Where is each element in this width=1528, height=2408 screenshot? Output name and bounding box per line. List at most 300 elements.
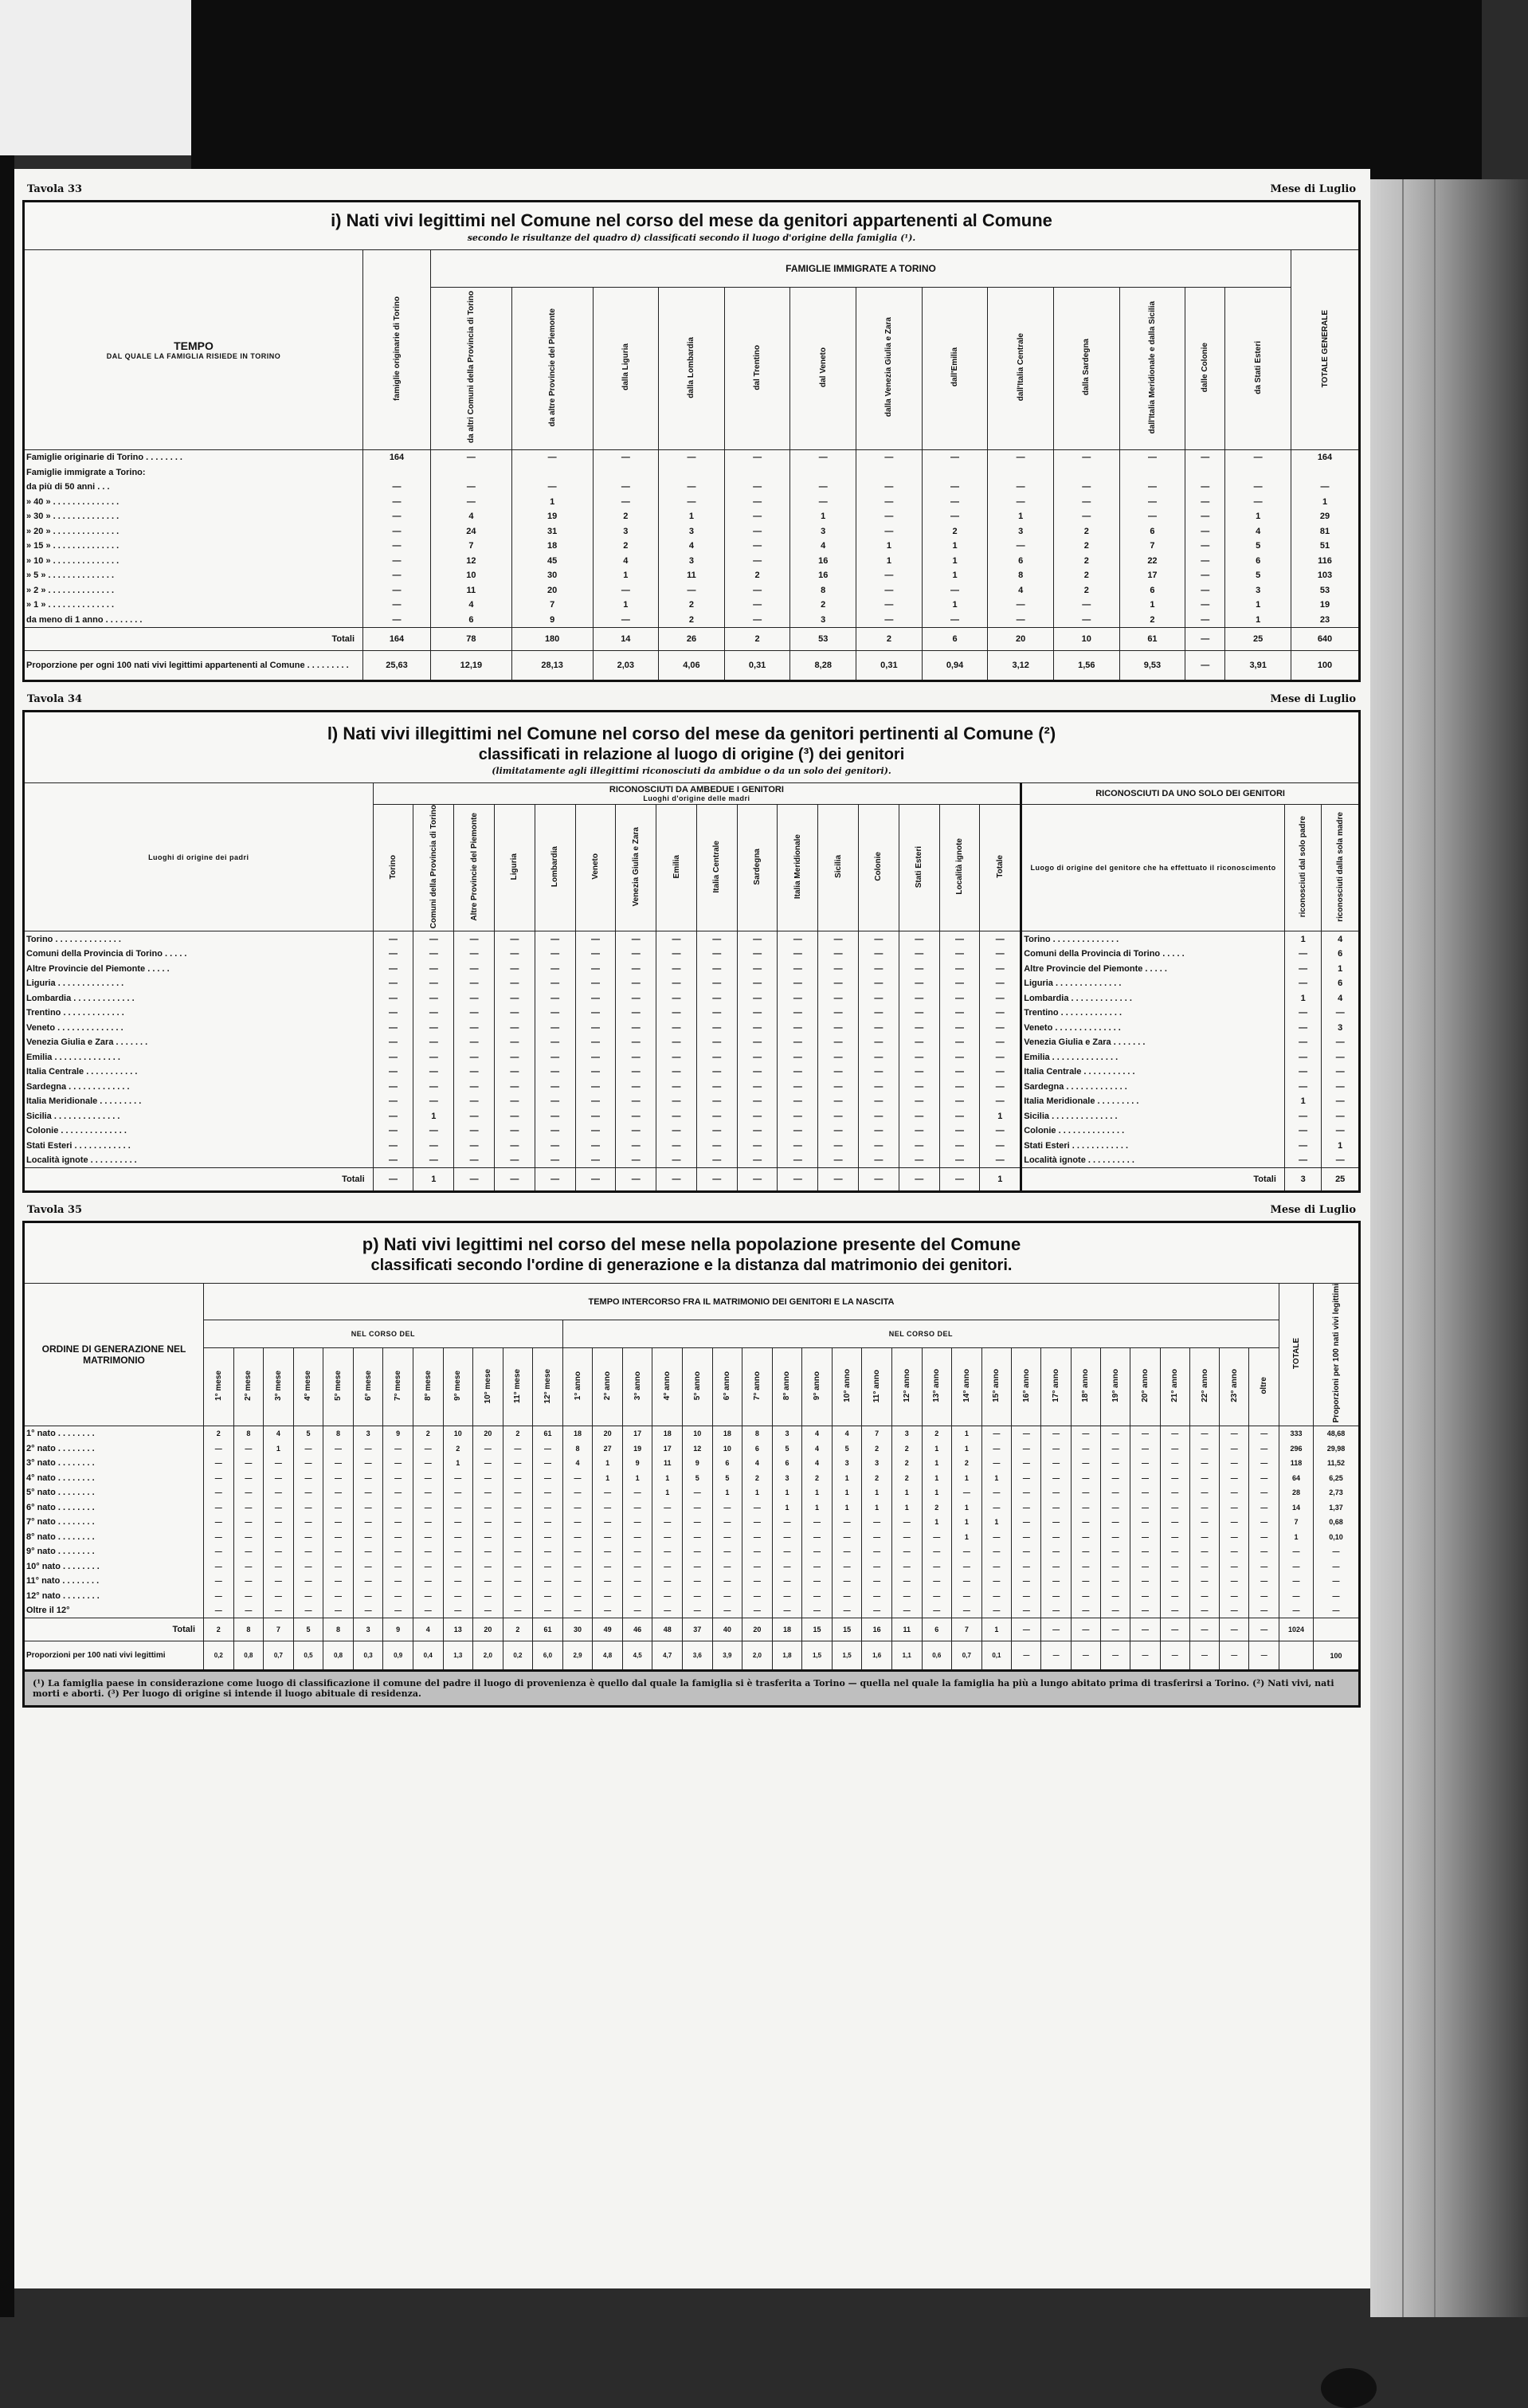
table-cell: 1 (891, 1485, 922, 1500)
table-cell: — (1101, 1515, 1130, 1530)
stub-header-title: TEMPO (174, 339, 214, 352)
table-cell: — (264, 1588, 294, 1603)
row-proportion-cell: — (1314, 1574, 1359, 1589)
proportion-cell: 1,8 (772, 1641, 802, 1670)
table-cell: — (1220, 1441, 1249, 1456)
table-cell: — (204, 1544, 234, 1559)
table-cell: — (952, 1559, 982, 1574)
table-cell: — (922, 480, 988, 495)
table-cell: 1 (952, 1426, 982, 1441)
table-cell: — (373, 961, 413, 976)
table-cell: — (1012, 1588, 1041, 1603)
table-cell: — (899, 1006, 939, 1021)
table-cell: 19 (511, 509, 593, 524)
table-cell: — (535, 1094, 575, 1109)
proportion-cell: — (1249, 1641, 1279, 1670)
proportion-cell: 1,6 (862, 1641, 892, 1670)
table-cell: — (622, 1574, 652, 1589)
proportion-cell: 0,94 (922, 651, 988, 680)
table-cell: — (772, 1559, 802, 1574)
table-cell: — (778, 1006, 818, 1021)
table-cell: — (1160, 1470, 1189, 1485)
table-cell: 1 (922, 1456, 952, 1471)
table-cell: — (1101, 1500, 1130, 1515)
table-cell: — (712, 1559, 742, 1574)
row-label: 11° nato . . . . . . . . (26, 1576, 100, 1586)
table-cell: — (1041, 1559, 1071, 1574)
table-cell: 1 (1322, 1138, 1358, 1153)
table-cell: — (1071, 1515, 1100, 1530)
table-cell: — (656, 1065, 697, 1080)
table-cell: 1 (772, 1500, 802, 1515)
table-cell: — (737, 947, 778, 962)
col-header: 9° anno (802, 1347, 833, 1426)
table-cell: 16 (790, 554, 856, 569)
table-cell: 10 (683, 1426, 713, 1441)
table-cell: — (535, 1049, 575, 1065)
total-cell: 10 (1053, 628, 1119, 651)
table-cell: — (204, 1515, 234, 1530)
table-cell: — (1220, 1529, 1249, 1544)
table-cell: 11 (659, 568, 725, 583)
table-cell: — (862, 1574, 892, 1589)
table-cell: 24 (431, 524, 512, 539)
col-header: Colonie (859, 805, 899, 931)
table-cell: — (724, 495, 790, 510)
table-cell: — (293, 1441, 323, 1456)
table-cell: 2 (952, 1456, 982, 1471)
row-total-cell: 14 (1279, 1500, 1314, 1515)
table-cell: — (293, 1470, 323, 1485)
document-page (14, 169, 1370, 2288)
table-cell: — (535, 1020, 575, 1035)
table-cell: 1 (802, 1500, 833, 1515)
table-cell: — (454, 1020, 495, 1035)
table-cell: — (939, 947, 980, 962)
table-cell: — (575, 931, 616, 947)
table-cell: — (939, 1065, 980, 1080)
stub-header: ORDINE DI GENERAZIONE NEL MATRIMONIO (25, 1284, 204, 1426)
table-row (25, 524, 1358, 539)
table-cell: — (575, 1138, 616, 1153)
proportion-cell: 9,53 (1119, 651, 1185, 680)
table-cell: — (1041, 1456, 1071, 1471)
table-cell: — (575, 1124, 616, 1139)
col-header: dall'Emilia (922, 287, 988, 449)
table-cell: 3 (790, 524, 856, 539)
col-header: 8° anno (772, 1347, 802, 1426)
table-cell: — (1284, 1108, 1321, 1124)
table-cell: 6 (1119, 583, 1185, 598)
proportion-cell: 0,5 (293, 1641, 323, 1670)
table-cell: — (454, 1079, 495, 1094)
table-cell: 4 (1225, 524, 1291, 539)
table-cell: — (981, 1441, 1012, 1456)
proportion-cell: 3,91 (1225, 651, 1291, 680)
table-cell: — (593, 1500, 623, 1515)
total-cell: 37 (683, 1618, 713, 1641)
table-cell: 1 (772, 1485, 802, 1500)
table-cell: — (413, 1470, 443, 1485)
table-cell: — (981, 1500, 1012, 1515)
row-label: 9° nato . . . . . . . . (26, 1547, 95, 1557)
table-cell: — (922, 509, 988, 524)
table-row (25, 568, 1358, 583)
table-cell: — (1249, 1588, 1279, 1603)
table-34-box (22, 710, 1361, 1193)
col-header: Venezia Giulia e Zara (616, 805, 656, 931)
col-header: Sicilia (818, 805, 859, 931)
total-cell: 20 (473, 1618, 503, 1641)
table-cell: — (656, 931, 697, 947)
table-cell: 1 (1225, 598, 1291, 613)
book-page-edges (1370, 179, 1528, 2317)
table-cell: — (683, 1500, 713, 1515)
table-cell: — (264, 1485, 294, 1500)
row-label: Liguria . . . . . . . . . . . . . . (26, 978, 124, 989)
table-cell: — (922, 1603, 952, 1618)
table-cell: 2 (1053, 568, 1119, 583)
col-header: Altre Provincie del Piemonte (454, 805, 495, 931)
col-header: dalla Lombardia (659, 287, 725, 449)
row-label: Sicilia . . . . . . . . . . . . . . (26, 1111, 120, 1121)
table-cell: — (832, 1515, 862, 1530)
table-cell: — (413, 1138, 454, 1153)
col-header: dal Veneto (790, 287, 856, 449)
row-label-right: Italia Centrale . . . . . . . . . . . (1021, 1065, 1285, 1080)
table-cell: — (1189, 1441, 1219, 1456)
table-cell: — (891, 1588, 922, 1603)
table-cell: 9 (622, 1456, 652, 1471)
table-cell: — (616, 990, 656, 1006)
table-cell: — (264, 1529, 294, 1544)
total-cell: 25 (1225, 628, 1291, 651)
total-cell: — (1101, 1618, 1130, 1641)
table-row (25, 1500, 1358, 1515)
table-row (25, 1108, 1358, 1124)
col-header: 13° anno (922, 1347, 952, 1426)
table-cell: — (980, 1035, 1021, 1050)
table-title: i) Nati vivi legittimi nel Comune nel corso del mese da genitori appartenenti al Comune (331, 210, 1052, 230)
table-cell: — (413, 1544, 443, 1559)
table-cell: — (899, 961, 939, 976)
col-header: 4° mese (293, 1347, 323, 1426)
table-cell: — (859, 1049, 899, 1065)
table-cell: — (443, 1559, 473, 1574)
col-header: 17° anno (1041, 1347, 1071, 1426)
table-cell: 8 (233, 1426, 264, 1441)
table-cell: — (899, 947, 939, 962)
row-label-right: Veneto . . . . . . . . . . . . . . (1021, 1020, 1285, 1035)
table-cell: — (593, 495, 659, 510)
table-cell: — (1220, 1456, 1249, 1471)
table-cell: 10 (712, 1441, 742, 1456)
table-cell: — (454, 1153, 495, 1168)
table-cell: 11 (652, 1456, 683, 1471)
col-header: 1° mese (204, 1347, 234, 1426)
table-row (25, 480, 1358, 495)
row-label: » 30 » . . . . . . . . . . . . . . (26, 512, 119, 522)
table-cell: — (494, 1079, 535, 1094)
proportion-cell: — (1041, 1641, 1071, 1670)
table-cell: 18 (562, 1426, 593, 1441)
row-proportion-cell: 0,10 (1314, 1529, 1359, 1544)
row-label-right: Emilia . . . . . . . . . . . . . . (1021, 1049, 1285, 1065)
table-cell: — (363, 598, 431, 613)
table-cell: — (802, 1574, 833, 1589)
total-cell: 20 (988, 628, 1054, 651)
table-cell: — (1284, 976, 1321, 991)
table-cell: — (1130, 1603, 1160, 1618)
table-cell: — (696, 1094, 737, 1109)
table-cell: — (443, 1529, 473, 1544)
total-cell: 61 (533, 1618, 563, 1641)
table-cell: — (293, 1588, 323, 1603)
table-row (25, 1065, 1358, 1080)
table-cell: 5 (832, 1441, 862, 1456)
table-cell: — (818, 1020, 859, 1035)
table-cell: — (1041, 1603, 1071, 1618)
row-total-cell: 7 (1279, 1515, 1314, 1530)
table-cell: — (616, 1153, 656, 1168)
table-cell: 2 (1119, 613, 1185, 628)
table-cell: — (772, 1588, 802, 1603)
table-row (25, 1035, 1358, 1050)
table-cell: — (891, 1574, 922, 1589)
proportion-cell: 1,5 (802, 1641, 833, 1670)
table-cell: — (616, 1108, 656, 1124)
table-cell: — (899, 931, 939, 947)
table-cell: — (1130, 1515, 1160, 1530)
table-cell: — (859, 947, 899, 962)
table-cell: — (264, 1544, 294, 1559)
table-row (25, 1515, 1358, 1530)
group-header-both: RICONOSCIUTI DA AMBEDUE I GENITORI Luoghi d'origine delle madri (373, 783, 1021, 805)
col-header: 15° anno (981, 1347, 1012, 1426)
row-label: Emilia . . . . . . . . . . . . . . (26, 1052, 120, 1062)
table-cell: 1 (1225, 509, 1291, 524)
table-cell: — (616, 1020, 656, 1035)
row-label: Famiglie originarie di Torino . . . . . . . . (26, 453, 182, 463)
table-cell: — (233, 1441, 264, 1456)
grand-proportion-cell: 100 (1314, 1641, 1359, 1670)
table-cell: — (1071, 1485, 1100, 1500)
table-cell: — (473, 1515, 503, 1530)
table-cell: — (454, 947, 495, 962)
table-cell: — (353, 1559, 383, 1574)
table-cell: — (939, 1049, 980, 1065)
proportion-cell: 0,9 (383, 1641, 413, 1670)
table-cell: — (593, 1603, 623, 1618)
table-cell: 2 (593, 539, 659, 554)
proportion-cell: 0,7 (264, 1641, 294, 1670)
table-cell: — (778, 990, 818, 1006)
total-cell: 40 (712, 1618, 742, 1641)
table-cell: — (980, 1079, 1021, 1094)
table-cell: — (494, 1020, 535, 1035)
table-cell: — (1160, 1588, 1189, 1603)
table-cell: — (413, 1441, 443, 1456)
row-label-right: Sardegna . . . . . . . . . . . . . (1021, 1079, 1285, 1094)
col-header: 5° mese (323, 1347, 354, 1426)
stub-header: Luoghi di origine dei padri (25, 783, 373, 931)
table-cell: — (353, 1515, 383, 1530)
table-cell: — (832, 1559, 862, 1574)
table-cell: — (818, 1108, 859, 1124)
table-cell: — (656, 1094, 697, 1109)
table-cell: — (1012, 1544, 1041, 1559)
table-cell: 4 (1322, 990, 1358, 1006)
total-cell: 2 (503, 1618, 533, 1641)
table-cell: — (1322, 1153, 1358, 1168)
table-cell: — (1012, 1426, 1041, 1441)
table-cell: — (1160, 1529, 1189, 1544)
table-cell: — (1012, 1515, 1041, 1530)
table-cell: — (535, 1108, 575, 1124)
col-header: 16° anno (1012, 1347, 1041, 1426)
table-cell (1225, 465, 1291, 480)
table-cell: — (264, 1456, 294, 1471)
table-cell: — (988, 539, 1054, 554)
table-cell: — (818, 976, 859, 991)
table-cell: — (1291, 480, 1359, 495)
table-cell: — (922, 583, 988, 598)
table-cell: — (778, 961, 818, 976)
empty-cell (1279, 1641, 1314, 1670)
table-cell: — (443, 1470, 473, 1485)
table-cell: — (939, 1020, 980, 1035)
table-cell: — (353, 1456, 383, 1471)
table-cell: — (922, 495, 988, 510)
row-label: Lombardia . . . . . . . . . . . . . (26, 993, 135, 1003)
table-cell: 7 (1119, 539, 1185, 554)
table-cell: — (1185, 613, 1225, 628)
table-cell: — (724, 554, 790, 569)
table-cell: — (511, 450, 593, 465)
table-cell: 3 (593, 524, 659, 539)
table-cell: — (535, 1138, 575, 1153)
col-header: Emilia (656, 805, 697, 931)
row-label: Oltre il 12° (26, 1606, 70, 1616)
table-cell: — (856, 450, 923, 465)
proportion-cell: 4,5 (622, 1641, 652, 1670)
table-34 (25, 782, 1358, 1190)
table-cell: — (939, 1094, 980, 1109)
table-cell: — (737, 1049, 778, 1065)
total-cell: — (1249, 1618, 1279, 1641)
table-cell: — (503, 1500, 533, 1515)
total-cell: 13 (443, 1618, 473, 1641)
total-cell: — (1071, 1618, 1100, 1641)
table-cell: 1 (443, 1456, 473, 1471)
table-cell: — (899, 1094, 939, 1109)
table-cell: 4 (562, 1456, 593, 1471)
table-cell: — (454, 1049, 495, 1065)
table-row (25, 539, 1358, 554)
table-cell: — (818, 961, 859, 976)
table-cell: — (1225, 450, 1291, 465)
table-cell: 7 (431, 539, 512, 554)
table-cell: 1 (922, 568, 988, 583)
table-cell: — (233, 1574, 264, 1589)
table-cell: — (856, 495, 923, 510)
table-cell: — (1041, 1426, 1071, 1441)
table-cell: 4 (431, 509, 512, 524)
table-cell: — (1012, 1559, 1041, 1574)
table-cell: 1 (832, 1470, 862, 1485)
proportion-cell: 0,3 (353, 1641, 383, 1670)
total-cell: 14 (593, 628, 659, 651)
table-cell: — (1012, 1456, 1041, 1471)
table-cell: — (862, 1544, 892, 1559)
table-cell: — (233, 1470, 264, 1485)
table-cell: 1 (659, 509, 725, 524)
table-cell: — (473, 1544, 503, 1559)
table-cell (1291, 465, 1359, 480)
table-cell: — (373, 1138, 413, 1153)
col-header: 8° mese (413, 1347, 443, 1426)
row-total-cell: — (1279, 1574, 1314, 1589)
table-cell: — (1071, 1544, 1100, 1559)
table-cell: — (413, 1574, 443, 1589)
table-cell (1053, 465, 1119, 480)
table-cell: — (980, 1094, 1021, 1109)
table-cell: — (593, 1515, 623, 1530)
table-cell: 5 (293, 1426, 323, 1441)
table-cell: 1 (1225, 613, 1291, 628)
table-cell: — (818, 1138, 859, 1153)
table-cell: — (696, 1153, 737, 1168)
col-header: 22° anno (1189, 1347, 1219, 1426)
row-label: » 2 » . . . . . . . . . . . . . . (26, 585, 115, 595)
table-cell: — (1041, 1515, 1071, 1530)
col-header: 6° mese (353, 1347, 383, 1426)
table-cell: — (922, 613, 988, 628)
row-proportion-cell: 2,73 (1314, 1485, 1359, 1500)
table-cell: 3 (772, 1470, 802, 1485)
group-header: TEMPO INTERCORSO FRA IL MATRIMONIO DEI GENITORI E LA NASCITA (204, 1284, 1279, 1320)
table-cell: — (1322, 1049, 1358, 1065)
proportion-cell: 0,7 (952, 1641, 982, 1670)
table-33-box (22, 200, 1361, 682)
table-cell: — (323, 1529, 354, 1544)
table-cell: — (494, 990, 535, 1006)
table-cell: — (1284, 1138, 1321, 1153)
table-cell: — (1189, 1485, 1219, 1500)
table-cell: — (737, 1138, 778, 1153)
table-cell: — (1053, 450, 1119, 465)
table-row (25, 465, 1358, 480)
row-label: da meno di 1 anno . . . . . . . . (26, 614, 143, 625)
table-cell: 19 (1291, 598, 1359, 613)
table-cell: — (1284, 1153, 1321, 1168)
table-cell: — (575, 1094, 616, 1109)
table-cell: — (431, 495, 512, 510)
table-cell: — (939, 1035, 980, 1050)
table-cell: — (1160, 1544, 1189, 1559)
table-cell: — (413, 1529, 443, 1544)
table-cell: — (454, 1035, 495, 1050)
table-cell: — (1119, 509, 1185, 524)
table-cell: — (742, 1603, 773, 1618)
proportion-cell: 4,06 (659, 651, 725, 680)
table-cell: — (413, 961, 454, 976)
table-cell: — (383, 1559, 413, 1574)
table-cell: 6 (1322, 976, 1358, 991)
table-cell: — (443, 1544, 473, 1559)
col-header: 2° mese (233, 1347, 264, 1426)
table-cell: — (1012, 1603, 1041, 1618)
